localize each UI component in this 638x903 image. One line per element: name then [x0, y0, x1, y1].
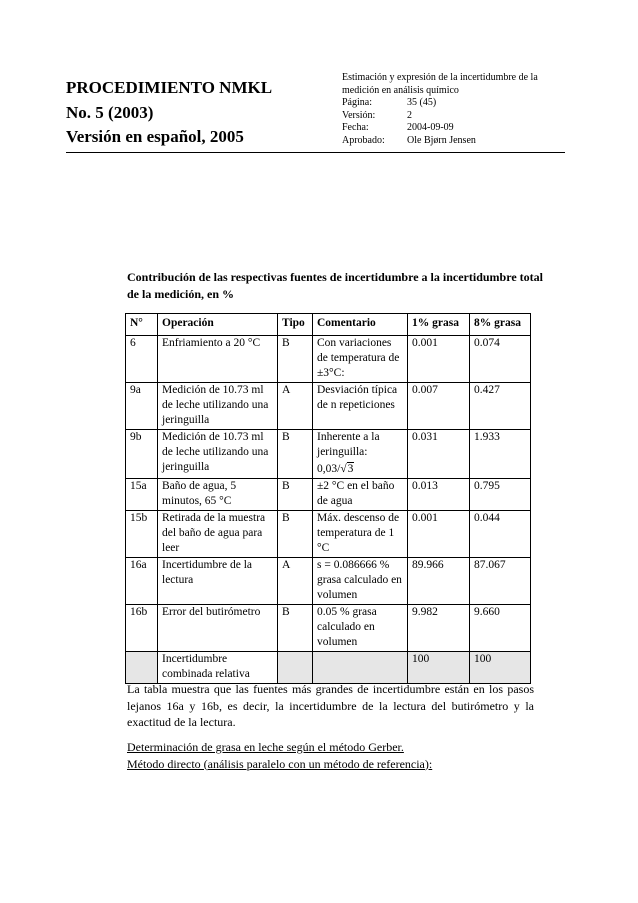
table-cell: Máx. descenso de temperatura de 1 °C: [313, 511, 408, 558]
table-row: [126, 479, 531, 511]
table-cell: 16a: [126, 558, 158, 605]
procedure-version: Versión en español, 2005: [66, 127, 244, 146]
table-cell: Incertidumbre combinada relativa: [158, 652, 278, 684]
meta-label: Página:: [342, 97, 372, 108]
table-cell: [313, 652, 408, 684]
meta-page: [342, 97, 567, 110]
table-cell: Incertidumbre de la lectura: [158, 558, 278, 605]
table-cell: 9b: [126, 430, 158, 479]
table-cell: Con variaciones de temperatura de ±3°C:: [313, 336, 408, 383]
table-cell: Medición de 10.73 ml de leche utilizando una jeringuilla: [158, 430, 278, 479]
table-cell: 87.067: [470, 558, 531, 605]
table-cell: B: [278, 336, 313, 383]
table-cell: B: [278, 479, 313, 511]
document-header-meta: [342, 72, 567, 147]
table-caption: Contribución de las respectivas fuentes de incertidumbre a la incertidumbre total de la medición, en %: [127, 270, 543, 301]
table-cell: 15b: [126, 511, 158, 558]
column-header: 8% grasa: [470, 314, 531, 336]
meta-label: Versión:: [342, 109, 376, 121]
table-cell: Error del butirómetro: [158, 605, 278, 652]
table-cell: 0.007: [408, 383, 470, 430]
table-cell: 0.013: [408, 479, 470, 511]
table-cell: 0.001: [408, 511, 470, 558]
table-cell: A: [278, 558, 313, 605]
table-header-row: [126, 314, 531, 336]
table-cell: 0.05 % grasa calculado en volumen: [313, 605, 408, 652]
table-cell: 9.982: [408, 605, 470, 652]
table-row: [126, 383, 531, 430]
table-cell: B: [278, 511, 313, 558]
table-cell: 9.660: [470, 605, 531, 652]
section-links: [127, 739, 547, 772]
procedure-name: PROCEDIMIENTO NMKL: [66, 78, 273, 97]
meta-value: Ole Bjørn Jensen: [407, 134, 476, 146]
meta-approved: [342, 135, 567, 148]
table-cell: [126, 652, 158, 684]
formula-numerator: 0,03/: [317, 463, 341, 475]
table-row: [126, 336, 531, 383]
table-cell: Retirada de la muestra del baño de agua para leer: [158, 511, 278, 558]
table-cell: 100: [408, 652, 470, 684]
meta-label: Aprobado:: [342, 134, 385, 146]
column-header: 1% grasa: [408, 314, 470, 336]
table-cell: A: [278, 383, 313, 430]
table-row: [126, 511, 531, 558]
formula-radicand: 3: [347, 463, 354, 475]
table-cell: Baño de agua, 5 minutos, 65 °C: [158, 479, 278, 511]
header-divider: [66, 152, 565, 153]
meta-value: 2: [407, 109, 412, 121]
section-link-gerber[interactable]: Determinación de grasa en leche según el método Gerber.: [127, 740, 404, 754]
table-cell: Enfriamiento a 20 °C: [158, 336, 278, 383]
table-cell: 0.427: [470, 383, 531, 430]
column-header: Comentario: [313, 314, 408, 336]
table-cell: 0.044: [470, 511, 531, 558]
table-cell: 1.933: [470, 430, 531, 479]
table-row: [126, 558, 531, 605]
column-header: Tipo: [278, 314, 313, 336]
meta-label: Fecha:: [342, 122, 369, 133]
table-cell: [278, 652, 313, 684]
table-row: [126, 430, 531, 479]
table-cell: 9a: [126, 383, 158, 430]
table-total-row: [126, 652, 531, 684]
table-cell: B: [278, 430, 313, 479]
table-cell: 100: [470, 652, 531, 684]
meta-value: 2004-09-09: [407, 122, 454, 133]
square-root-icon: √3: [340, 463, 354, 475]
table-cell: 16b: [126, 605, 158, 652]
table-row: [126, 605, 531, 652]
meta-version: [342, 110, 567, 123]
meta-value: 35 (45): [407, 97, 437, 108]
comment-formula: [317, 462, 403, 477]
doc-title-line-1: Estimación y expresión de la incertidumbre de la: [342, 72, 538, 83]
meta-date: [342, 122, 567, 135]
table-cell: ±2 °C en el baño de agua: [313, 479, 408, 511]
column-header: Operación: [158, 314, 278, 336]
table-cell: 89.966: [408, 558, 470, 605]
document-header-title: [66, 76, 272, 150]
comment-text: Inherente a la jeringuilla:: [317, 431, 380, 458]
body-paragraph: La tabla muestra que las fuentes más grandes de incertidumbre están en los pasos lejanos 16a y 16b, es decir, la incertidumbre de la lectura del butirómetro y la exactitud de la lectura.: [127, 682, 534, 729]
column-header: N°: [126, 314, 158, 336]
table-cell: 0.795: [470, 479, 531, 511]
table-cell: s = 0.086666 % grasa calculado en volumen: [313, 558, 408, 605]
table-cell: Desviación típica de n repeticiones: [313, 383, 408, 430]
table-cell: B: [278, 605, 313, 652]
uncertainty-table: [125, 313, 531, 684]
table-cell: 15a: [126, 479, 158, 511]
table-cell: Medición de 10.73 ml de leche utilizando una jeringuilla: [158, 383, 278, 430]
table-cell: 0.074: [470, 336, 531, 383]
table-cell: 0.031: [408, 430, 470, 479]
table-cell: [313, 430, 408, 479]
procedure-number: No. 5 (2003): [66, 102, 154, 122]
table-cell: 6: [126, 336, 158, 383]
doc-title-line-2: medición en análisis químico: [342, 84, 459, 96]
section-link-direct-method[interactable]: Método directo (análisis paralelo con un método de referencia):: [127, 756, 433, 771]
table-cell: 0.001: [408, 336, 470, 383]
